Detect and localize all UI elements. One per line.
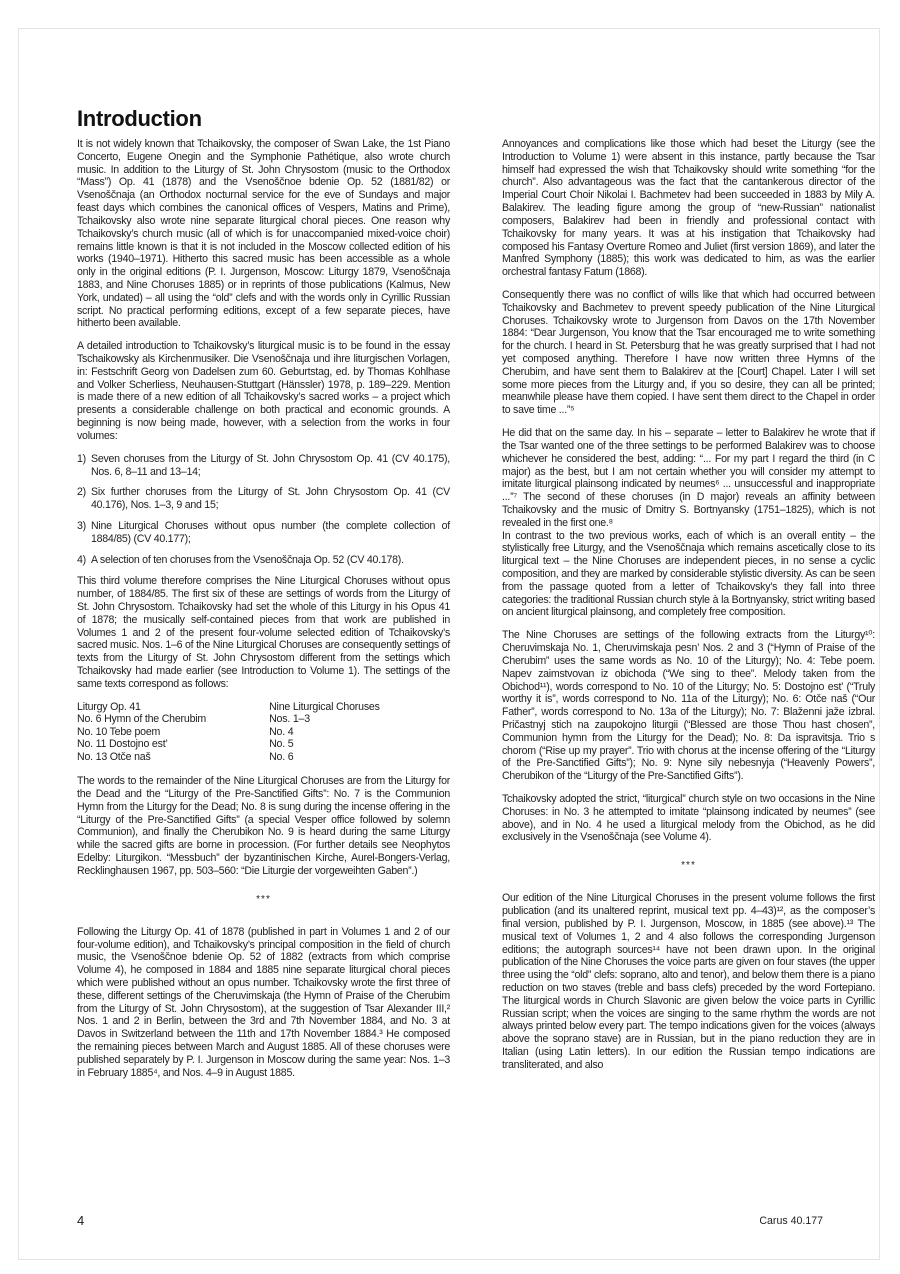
paragraph: It is not widely known that Tchaikovsky, the composer of Swan Lake, the 1st Piano Concerto, Eugene Onegin and the Symphonie Pathétique, also wrote church music. In addition to the Liturgy of St. John Chrysostom (music to the Orthodox “Mass”) Op. 41 (1878) and the Vsenoščnoe bdenie Op. 52 (1881/82) or Vsenoščnaja (an Orthodox nocturnal service for the eve of Sundays and major feast days which combines the canonical offices of Vespers, Matins and Prime), Tchaikovsky also wrote nine separate liturgical choral pieces. One reason why Tchaikovsky’s church music (all of which is for unaccompanied mixed-voice choir) remains little known is that it is not included in the Moscow collected edition of his works (1940–1971). Hitherto this sacred music has been accessible as a whole only in the original editions (P. I. Jurgenson, Moscow: Liturgy 1879, Vsenoščnaja 1883, and Nine Choruses 1885) or in reprints of those publications (Kalmus, New York, undated) – all using the “old” clefs and with the words only in Cyrillic Russian script. No practical performing editions, except of a few separate pieces, have hitherto been available. xyxy=(77,138,450,330)
paragraph: The Nine Choruses are settings of the following extracts from the Liturgy¹⁰: Cheruvimskaja No. 1, Cheruvimskaja pesn’ Nos. 2 and 3 (“Hymn of Praise of the Cherubim” uses the same words as No. 10 of the Liturgy); No. 4: Tebe poem. Napev zaimstvovan iz obichoda (“We sing to thee”. Melody taken from the Obichod¹¹), words correspond to No. 10 of the Liturgy; No. 5: Dostojno est’ (“Truly worthy it is”, words correspond to No. 11a of the Liturgy); No. 6: Otče naš (“Our Father”, words correspond to No. 13a of the Liturgy); No. 7: Blaženni jaže izbral. Pričastnyj stich na zaupokojno liturgii (“Blessed are those Thou hast chosen”, Communion hymn from the Liturgy for the Dead); No. 8: Da ispravitsja. Trio s chorom (“Rise up my prayer”. Trio with chorus at the incense offering of the “Liturgy of the Pre-Sanctified Gifts”); No. 9: Nyne sily nebesnyja (“Heavenly Powers”, Cherubikon of the “Liturgy of the Pre-Sanctified Gifts”). xyxy=(502,629,875,783)
correspondence-table xyxy=(77,701,450,764)
list-item: 1) Seven choruses from the Liturgy of St. John Chrysostom Op. 41 (CV 40.175), Nos. 6, 8–11 and 13–14; xyxy=(77,452,450,478)
table-row: No. 13 Otče naš No. 6 xyxy=(77,750,294,763)
right-column xyxy=(502,138,875,1082)
paragraph: The words to the remainder of the Nine Liturgical Choruses are from the Liturgy for the Dead and the “Liturgy of the Pre-Sanctified Gifts”: No. 7 is the Communion Hymn from the Liturgy for the Dead; No. 8 is sung during the incense offering in the “Liturgy of the Pre-Sanctified Gifts” (a special Vesper office followed by solemn Communion), and finally the Cherubikon No. 9 is heard during the same Liturgy while the sacred gifts are borne in procession. (For further details see Neophytos Edelby: Liturgikon. “Messbuch” der byzantinischen Kirche, Aurel-Bongers-Verlag, Recklinghausen 1967, pp. 503–560: “Die Liturgie der vorgeweihten Gaben”.) xyxy=(77,775,450,877)
paragraph: Following the Liturgy Op. 41 of 1878 (published in part in Volumes 1 and 2 of our four-volume edition), and Tchaikovsky’s principal composition in the field of church music, the Vsenoščnoe bdenie Op. 52 of 1882 (extracts from which comprise Volume 4), he composed in 1884 and 1885 nine separate liturgical choral pieces which were published without an opus number. Tchaikovsky wrote the first three of these, different settings of the Cheruvimskaja (the Hymn of Praise of the Cherubim from the Liturgy of St. John Chrysostom), at the suggestion of Tsar Alexander III,² Nos. 1 and 2 in Berlin, between the 3rd and 7th November 1884, and No. 3 at Davos in Switzerland between the 11th and 17th November 1884.³ He composed the remaining pieces between March and August 1885. All of these choruses were published separately by P. I. Jurgenson in Moscow during the same year: Nos. 1–3 in February 1885⁴, and Nos. 4–9 in August 1885. xyxy=(77,925,450,1079)
section-divider: *** xyxy=(681,860,696,872)
volume-list xyxy=(77,453,450,567)
table-row: No. 6 Hymn of the Cherubim Nos. 1–3 xyxy=(77,713,310,726)
paragraph: A detailed introduction to Tchaikovsky’s liturgical music is to be found in the essay Tschaikowsky als Kirchenmusiker. Die Vsenoščnaja und ihre liturgischen Vorlagen, in: Festschrift Georg von Dadelsen zum 60. Geburtstag, ed. by Thomas Kohlhase and Volker Scherliess, Neuhausen-Stuttgart (Hänssler) 1978, p. 189–229. Mention is made there of a new edition of all Tchaikovsky’s sacred works – a project which presents a considerable challenge on both practical and economic grounds. A beginning is now being made, however, with a selection from the works in four volumes: xyxy=(77,340,450,442)
catalog-number: Carus 40.177 xyxy=(759,1215,823,1227)
table-row: No. 11 Dostojno est’ No. 5 xyxy=(77,738,294,751)
list-item: 4) A selection of ten choruses from the Vsenoščnaja Op. 52 (CV 40.178). xyxy=(77,553,404,566)
table-row: No. 10 Tebe poem No. 4 xyxy=(77,725,294,738)
table-row: Liturgy Op. 41 Nine Liturgical Choruses xyxy=(77,700,380,713)
page-title: Introduction xyxy=(77,106,202,131)
list-item: 2) Six further choruses from the Liturgy of St. John Chrysostom Op. 41 (CV 40.176), Nos. 1–3, 9 and 15; xyxy=(77,486,450,512)
section-divider: *** xyxy=(256,893,271,905)
page-number: 4 xyxy=(77,1213,85,1228)
paragraph: Tchaikovsky adopted the strict, “liturgical” church style on two occasions in the Nine Choruses: in No. 3 he attempted to imitate “plainsong indicated by neumes” (see above), and in No. 4 he used a liturgical melody from the Obichod, as he did exclusively in the Vsenoščnaja (see Volume 4). xyxy=(502,793,875,844)
paragraph: Consequently there was no conflict of wills like that which had occurred between Tchaikovsky and Bachmetev to prevent speedy publication of the Nine Liturgical Choruses. Tchaikovsky wrote to Jurgenson from Davos on the 17th November 1884: “Dear Jurgenson, You know that the Tsar encouraged me to write something for the church. I heard in St. Petersburg that he was greatly surprised that I had not yet composed anything. Therefore I have now written three Hymns of the Cherubim, and have sent them to Balakirev at the [Court] Chapel. Later I will set some more pieces from the Liturgy and, if you so desire, they can all be printed; meanwhile please have them copied. I have sent them direct to the Chapel in order to save time ...”⁵ xyxy=(502,288,875,417)
left-column xyxy=(77,138,450,1090)
paragraph: In contrast to the two previous works, each of which is an overall entity – the stylistically free Liturgy, and the Vsenoščnaja which remains ascetically close to its liturgical text – the Nine Choruses are independent pieces, in no sense a cyclic composition, and they are marked by considerable stylistic diversity. As can be seen from the passage quoted from a letter of Tchaikovsky’s they fall into three categories: the traditional Russian church style à la Bortnyansky, strict writing based on ancient liturgical plainsong, and completely free composition. xyxy=(502,529,875,619)
paragraph: Our edition of the Nine Liturgical Choruses in the present volume follows the first publication (and its unaltered reprint, musical text pp. 4–43)¹², as the composer’s final version, published by P. I. Jurgenson, Moscow, in 1885 (see above).¹³ The musical text of Volumes 1, 2 and 4 also follows the corresponding Jurgenson editions; the autograph sources¹⁴ have not been drawn upon. In the original publication of the Nine Choruses the voice parts are given on four staves (the upper three using the “old” clefs: soprano, alto and tenor), and below them there is a piano reduction on two staves (treble and bass clefs) preceded by the word Fortepiano. The liturgical words in Church Slavonic are given below the voice parts in Cyrillic Russian script; when the voices are singing to the same rhythm the words are not always printed below every part. The tempo indications given for the voices (always above the soprano stave) are in Russian, but in the piano reduction they are in Italian (using Latin letters). In our edition the Russian tempo indications are transliterated, and also xyxy=(502,892,875,1071)
paragraph: He did that on the same day. In his – separate – letter to Balakirev he wrote that if the Tsar wanted one of the three settings to be performed Balakirev was to choose whichever he considered the best, adding: “... For my part I regard the third (in C major) as the best, but I am not certain whether you will consider my attempt to imitate liturgical plainsong indicated by neumes⁶ ... unsuccessful and inappropriate ...”⁷ The second of these choruses (in D major) reveals an affinity between Tchaikovsky and the music of Dmitry S. Bortnyansky (1751–1825), which is not revealed in the first one.⁸ xyxy=(502,427,875,529)
list-item: 3) Nine Liturgical Choruses without opus number (the complete collection of 1884/85) (CV 40.177); xyxy=(77,519,450,545)
paragraph: This third volume therefore comprises the Nine Liturgical Choruses without opus number, of 1884/85. The first six of these are settings of words from the Liturgy of St. John Chrysostom. Tchaikovsky had set the whole of this Liturgy in his Opus 41 of 1878; the musically self-contained pieces from that work are published in Volumes 1 and 2 of the present four-volume selected edition of Tchaikovsky’s sacred music. Nos. 1–6 of the Nine Liturgical Choruses are consequently settings of texts from the Liturgy of St. John Chrysostom different from the settings which Tchaikovsky had made earlier (see Introduction to Volume 1). The settings of the same texts correspond as follows: xyxy=(77,575,450,690)
paragraph: Annoyances and complications like those which had beset the Liturgy (see the Introduction to Volume 1) were absent in this instance, partly because the Tsar himself had expressed the wish that Tchaikovsky should write something “for the church”. Also advantageous was the fact that the cantankerous director of the Imperial Court Choir Nikolai I. Bachmetev had been succeeded in 1883 by Mily A. Balakirev. The leading figure among the group of “new-Russian” nationalist composers, Balakirev had been in friendly and professional contact with Tchaikovsky for many years. It was at his instigation that Tchaikovsky had composed his Fantasy Overture Romeo and Juliet (first version 1869), and later the Manfred Symphony (1885); this work was dedicated to him, as was the earlier orchestral fantasy Fatum (1868). xyxy=(502,138,875,279)
